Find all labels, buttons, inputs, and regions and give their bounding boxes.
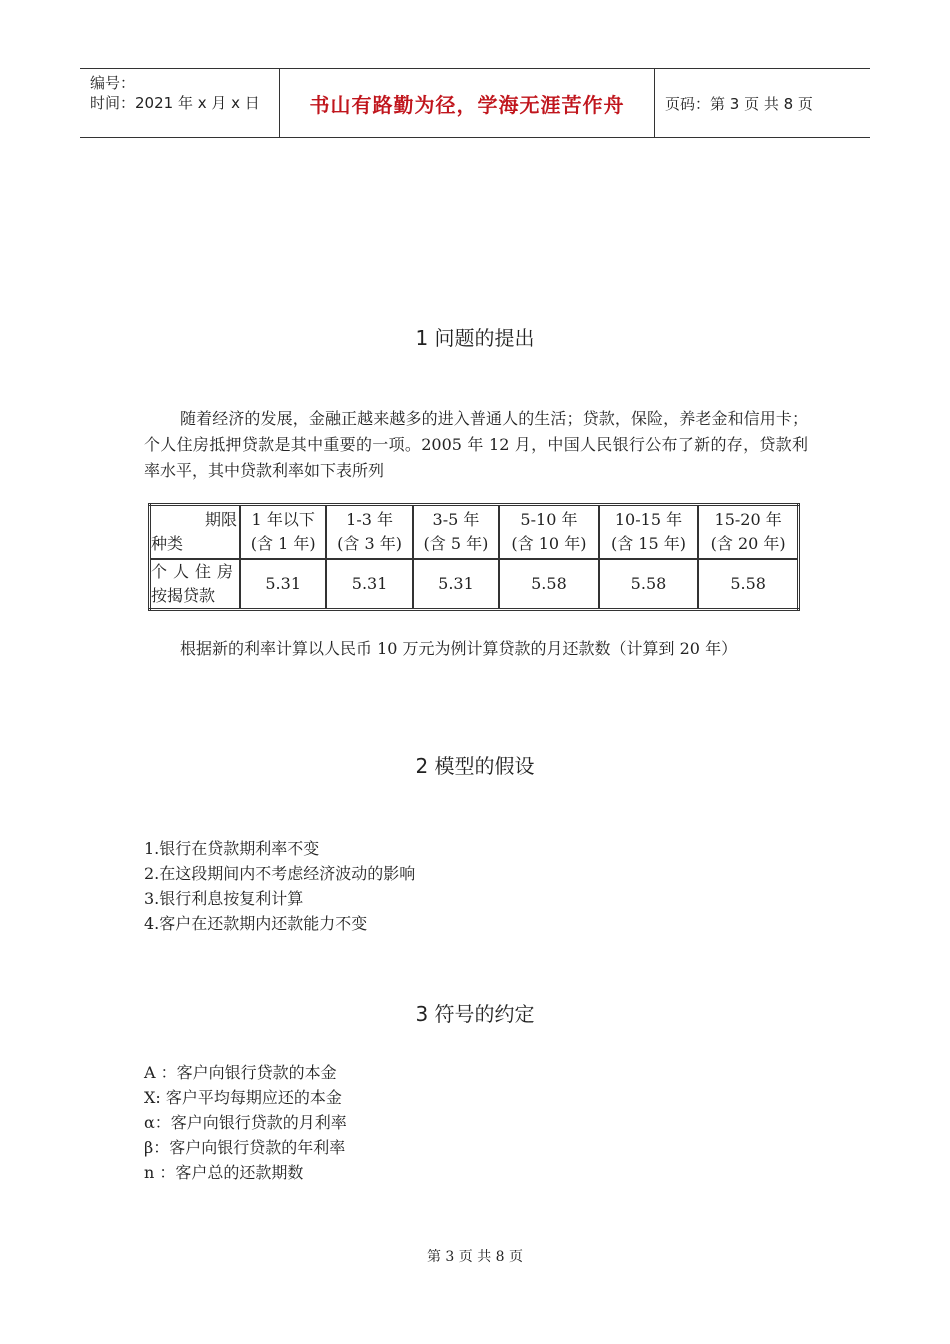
table-header-row: [150, 505, 799, 560]
loan-rate-table: [148, 503, 800, 611]
table-col-header: 10-15 年 (含 15 年): [599, 505, 699, 560]
corner-type-label: 种类: [151, 534, 184, 553]
table-cell: 5.58: [499, 559, 599, 610]
table-col-header: 5-10 年 (含 10 年): [499, 505, 599, 560]
table-cell: 5.31: [240, 559, 326, 610]
list-item: 4.客户在还款期内还款能力不变: [144, 914, 368, 933]
table-corner-cell: [150, 505, 241, 560]
page-header: [80, 68, 870, 138]
list-item: 1.银行在贷款期利率不变: [144, 839, 320, 858]
time-label: 时间：2021 年 x 月 x 日: [90, 94, 260, 112]
corner-term-label: 期限: [204, 510, 237, 529]
table-col-header: 3-5 年 (含 5 年): [413, 505, 499, 560]
table-cell: 5.31: [326, 559, 412, 610]
list-item: X: 客户平均每期应还的本金: [144, 1088, 342, 1107]
table-cell: 5.58: [698, 559, 798, 610]
table-col-header: 15-20 年 (含 20 年): [698, 505, 798, 560]
header-page-info: 页码：第 3 页 共 8 页: [665, 94, 813, 113]
header-meta: [80, 69, 280, 137]
table-col-header: 1 年以下 (含 1 年): [240, 505, 326, 560]
table-cell: 5.31: [413, 559, 499, 610]
assumption-list: [144, 836, 415, 936]
table-row: [150, 559, 799, 610]
table-col-header: 1-3 年 (含 3 年): [326, 505, 412, 560]
list-item: 3.银行利息按复利计算: [144, 889, 304, 908]
list-item: n ：客户总的还款期数: [144, 1163, 304, 1182]
section3-title: 3 符号的约定: [415, 1002, 535, 1026]
list-item: A ：客户向银行贷款的本金: [144, 1063, 337, 1082]
section1-title: 1 问题的提出: [415, 326, 535, 350]
list-item: 2.在这段期间内不考虑经济波动的影响: [144, 864, 416, 883]
section2-title: 2 模型的假设: [415, 754, 535, 778]
table-cell: 5.58: [599, 559, 699, 610]
number-label: 编号：: [90, 74, 136, 92]
table-row-label: 个人住房 按揭贷款: [150, 559, 241, 610]
section1-after-table: 根据新的利率计算以人民币 10 万元为例计算贷款的月还款数（计算到 20 年）: [180, 639, 738, 658]
symbol-list: [144, 1060, 347, 1185]
page-footer: 第 3 页 共 8 页: [426, 1249, 524, 1265]
list-item: α：客户向银行贷款的月利率: [144, 1113, 347, 1132]
header-motto: 书山有路勤为径，学海无涯苦作舟: [280, 69, 655, 137]
list-item: β：客户向银行贷款的年利率: [144, 1138, 346, 1157]
section1-paragraph: 随着经济的发展，金融正越来越多的进入普通人的生活；贷款，保险，养老金和信用卡；个人住房抵押贷款是其中重要的一项。2005 年 12 月，中国人民银行公布了新的存，贷款利率水平，其中贷款利率如下表所列: [144, 409, 808, 480]
